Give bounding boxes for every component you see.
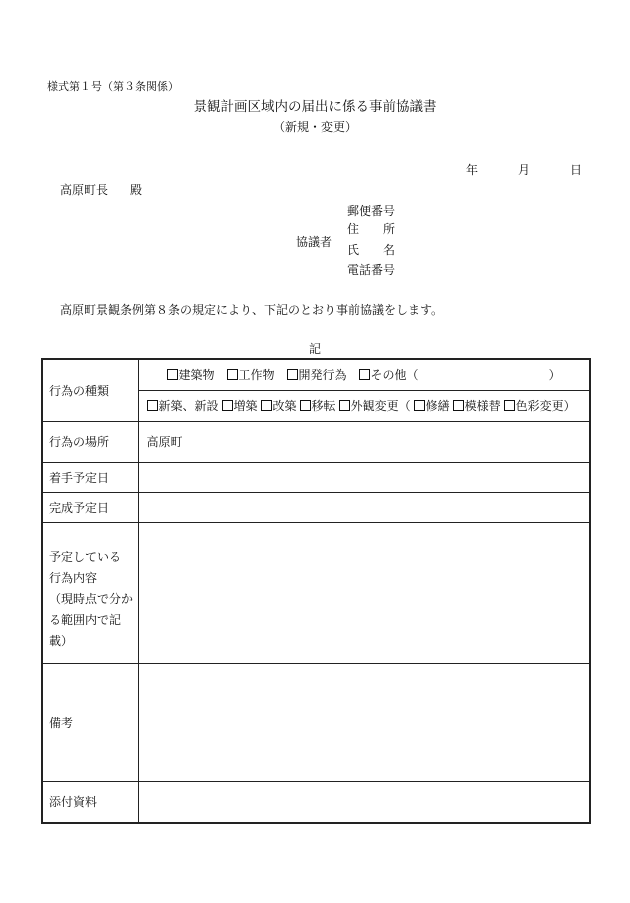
consultation-form-table <box>41 358 591 824</box>
checkbox-development[interactable]: 開発行為 <box>287 368 347 382</box>
checkbox-exterior-change[interactable]: 外観変更（ <box>339 399 411 413</box>
act-type-label: 行為の種類 <box>42 359 138 422</box>
place-label: 行為の場所 <box>42 422 138 463</box>
address-label: 住所 <box>347 222 395 236</box>
checkbox-icon <box>287 369 298 380</box>
remarks-label: 備考 <box>42 664 138 782</box>
postal-code-label: 郵便番号 <box>347 204 396 218</box>
checkbox-rebuild[interactable]: 改築 <box>261 399 297 413</box>
phone-label: 電話番号 <box>347 263 396 277</box>
checkbox-repair[interactable]: 修繕 <box>414 399 450 413</box>
place-value[interactable]: 高原町 <box>138 422 590 463</box>
content-field[interactable] <box>138 523 590 664</box>
checkbox-icon <box>147 400 158 411</box>
checkbox-structure[interactable]: 工作物 <box>227 368 275 382</box>
place-row <box>42 422 590 463</box>
checkbox-icon <box>414 400 425 411</box>
addressee-honorific: 殿 <box>130 183 143 197</box>
complete-date-row <box>42 493 590 523</box>
checkbox-remodel[interactable]: 模様替 <box>453 399 501 413</box>
checkbox-icon <box>227 369 238 380</box>
attachments-label: 添付資料 <box>42 782 138 823</box>
checkbox-icon <box>300 400 311 411</box>
remarks-row <box>42 664 590 782</box>
document-subtitle: （新規・変更） <box>272 120 357 134</box>
form-number-label: 様式第１号（第３条関係） <box>47 80 179 93</box>
addressee-name: 高原町長 <box>60 183 109 197</box>
ki-heading: 記 <box>308 342 321 356</box>
complete-date-label: 完成予定日 <box>42 493 138 523</box>
day-label: 日 <box>569 163 582 177</box>
checkbox-icon <box>167 369 178 380</box>
act-type-row <box>42 359 590 422</box>
date-line <box>466 163 582 177</box>
content-label: 予定している 行為内容 （現時点で分か る範囲内で記 載） <box>42 523 138 664</box>
checkbox-extension[interactable]: 増築 <box>222 399 258 413</box>
attachments-row <box>42 782 590 823</box>
applicant-label: 協議者 <box>296 235 333 249</box>
remarks-field[interactable] <box>138 664 590 782</box>
name-label: 氏名 <box>347 243 395 257</box>
start-date-field[interactable] <box>138 463 590 493</box>
addressee <box>60 183 142 197</box>
checkbox-icon <box>339 400 350 411</box>
checkbox-icon <box>222 400 233 411</box>
checkbox-relocation[interactable]: 移転 <box>300 399 336 413</box>
checkbox-color-change[interactable]: 色彩変更） <box>504 399 576 413</box>
start-date-label: 着手予定日 <box>42 463 138 493</box>
act-type-cell <box>138 359 590 422</box>
checkbox-building[interactable]: 建築物 <box>167 368 215 382</box>
act-type-options-row: 建築物 工作物 開発行為 その他（ ） <box>139 360 590 390</box>
checkbox-icon <box>359 369 370 380</box>
checkbox-icon <box>261 400 272 411</box>
checkbox-icon <box>453 400 464 411</box>
start-date-row <box>42 463 590 493</box>
checkbox-icon <box>504 400 515 411</box>
content-row <box>42 523 590 664</box>
complete-date-field[interactable] <box>138 493 590 523</box>
checkbox-new[interactable]: 新築、新設 <box>147 399 219 413</box>
month-label: 月 <box>517 163 530 177</box>
intro-sentence: 高原町景観条例第８条の規定により、下記のとおり事前協議をします。 <box>60 303 444 317</box>
checkbox-other[interactable]: その他（ <box>359 368 419 382</box>
act-kind-options-row <box>139 390 590 421</box>
year-label: 年 <box>465 163 478 177</box>
document-title: 景観計画区域内の届出に係る事前協議書 <box>193 99 437 115</box>
attachments-field[interactable] <box>138 782 590 823</box>
